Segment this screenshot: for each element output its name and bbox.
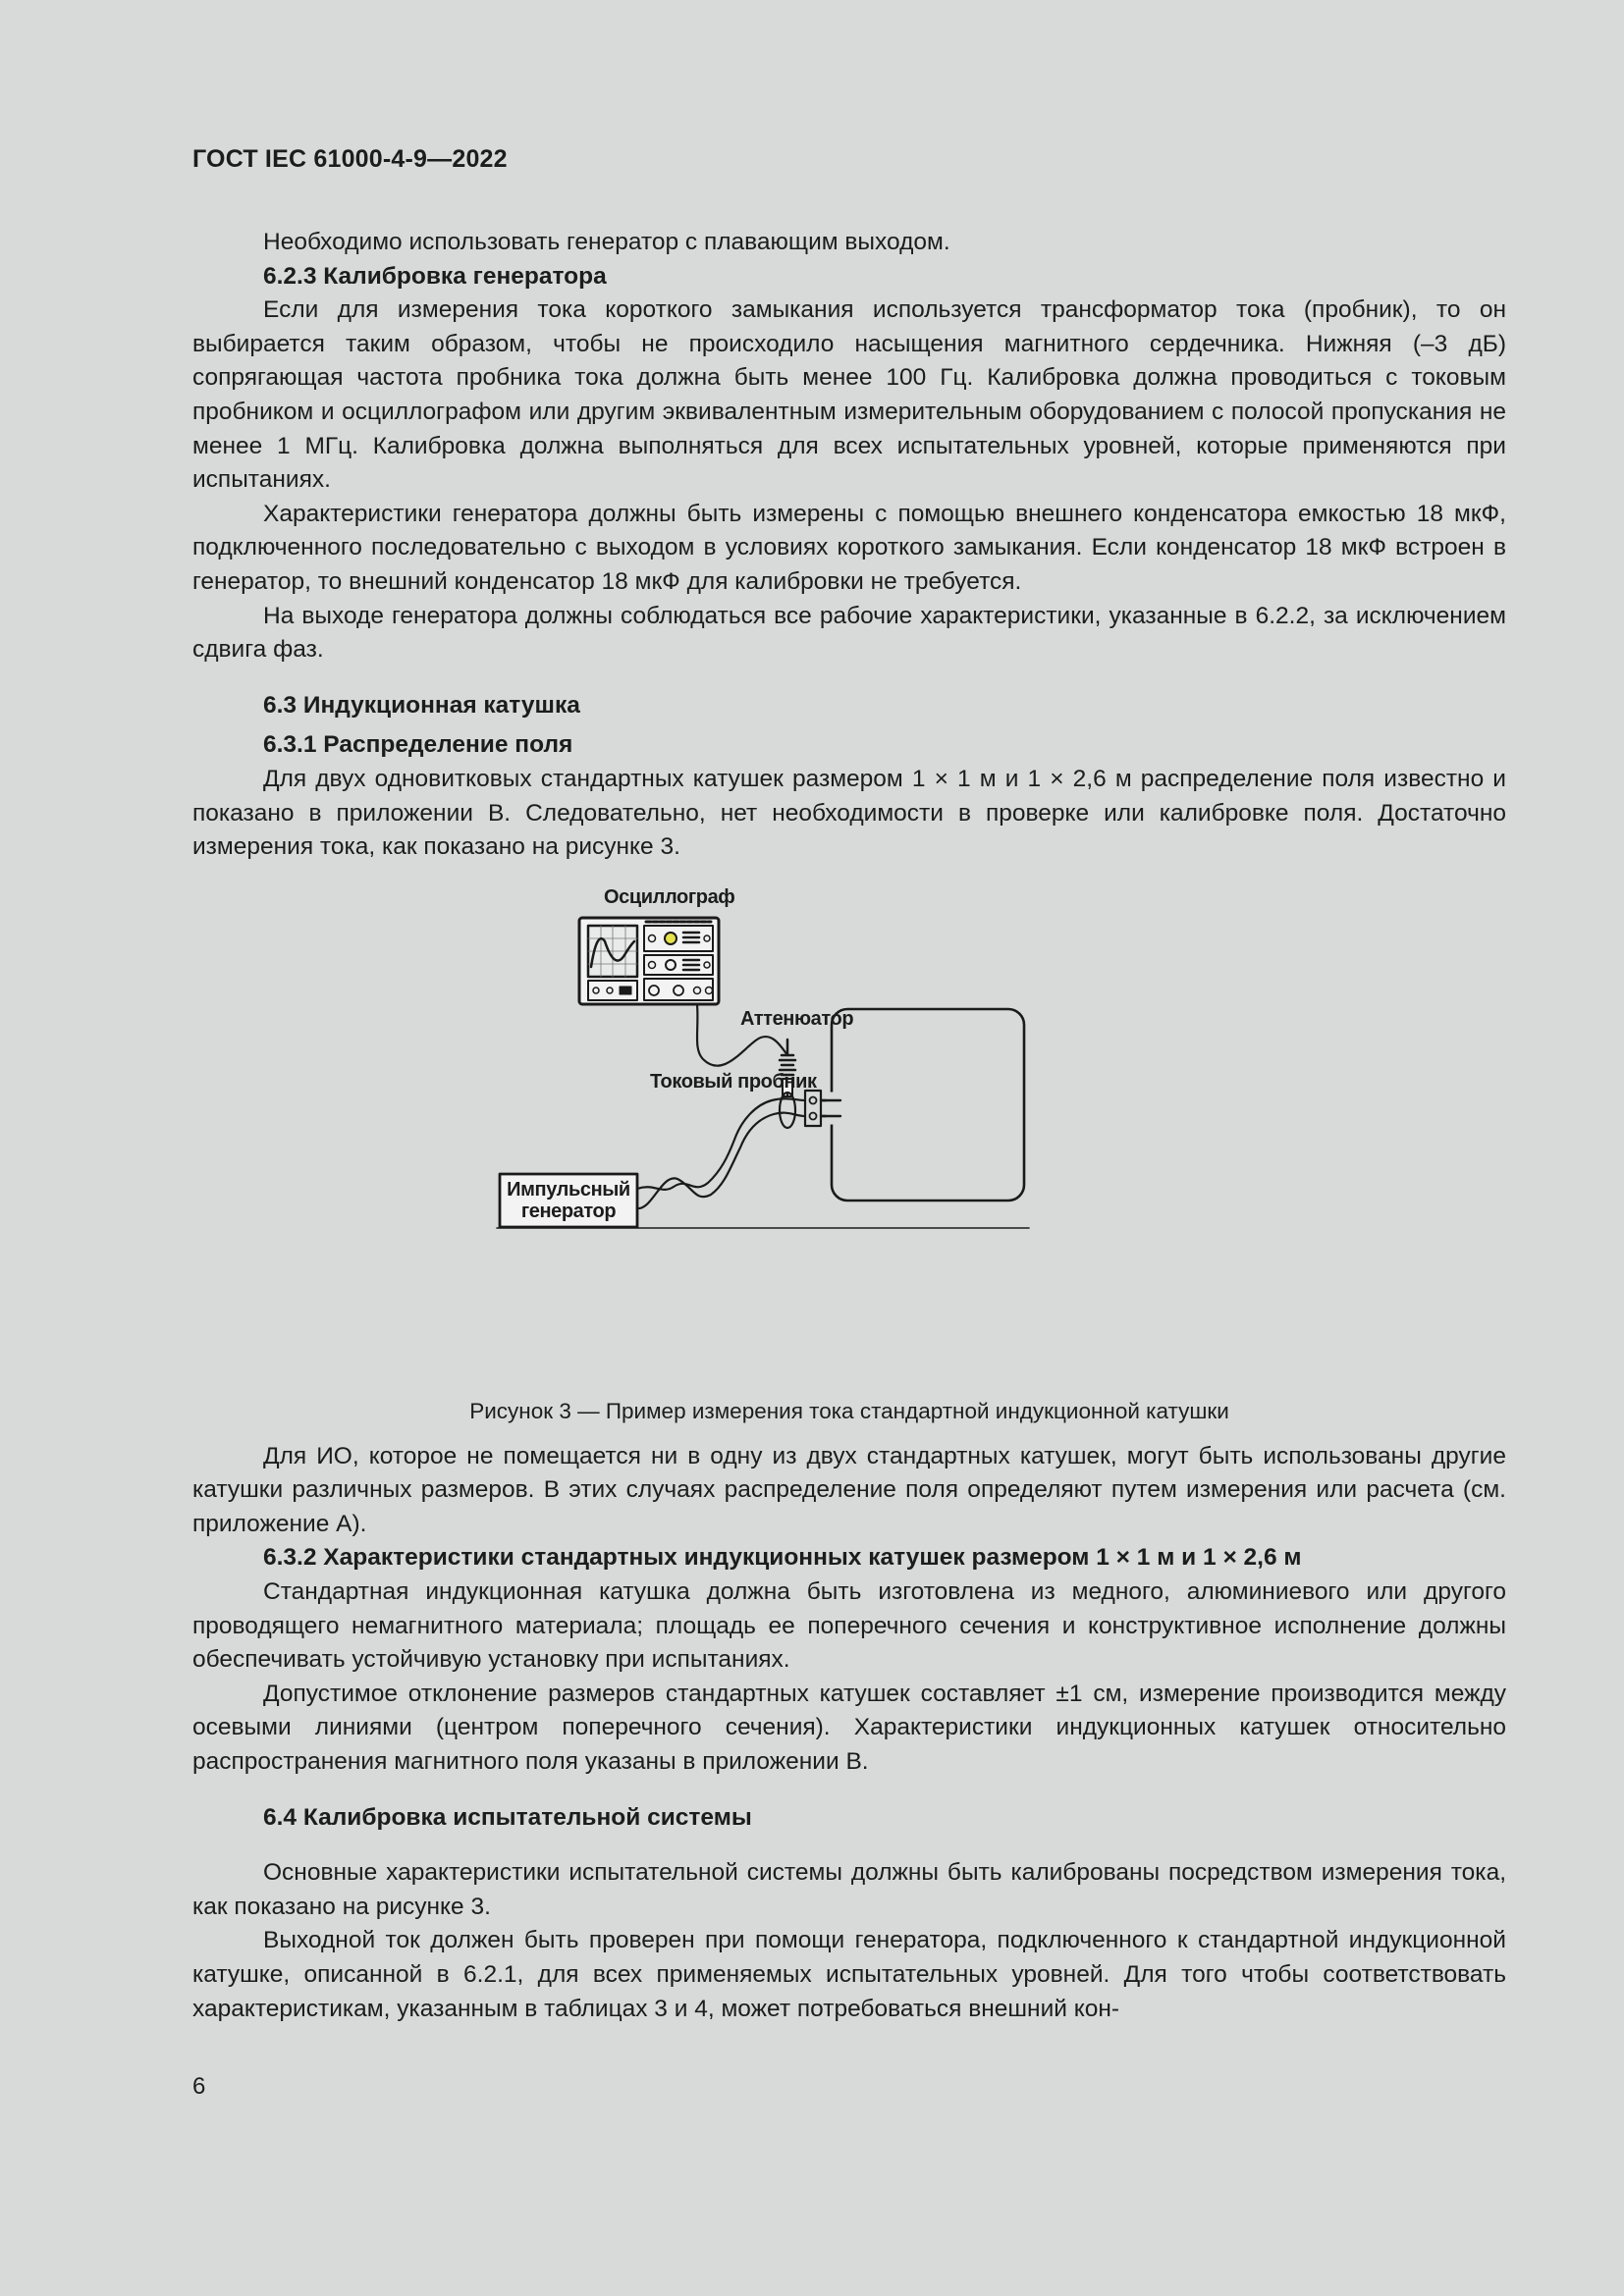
paragraph: Характеристики генератора должны быть измерены с помощью внешнего конденсатора емкостью 18 мкФ, подключенного последовательно с выходом в условиях короткого замыкания. Если конденсатор 18 мкФ встроен в генератор, то внешний конденсатор 18 мкФ для калибровки не требуется. (192, 500, 1506, 595)
section-heading: 6.4 Калибровка испытательной системы (263, 1803, 752, 1831)
paragraph: Необходимо использовать генератор с плавающим выходом. (263, 229, 950, 255)
generator-cable-b (637, 1112, 805, 1207)
label-oscilloscope: Осциллограф (604, 885, 735, 908)
section-heading: 6.3.1 Распределение поля (263, 731, 573, 759)
paragraph: Допустимое отклонение размеров стандартных катушек составляет ±1 см, измерение производится между осевыми линиями (центром поперечного сечения). Характеристики индукционных катушек относительно распространения магнитного поля указаны в приложении В. (192, 1680, 1506, 1776)
paragraph: Для двух одновитковых стандартных катушек размером 1 × 1 м и 1 × 2,6 м распределение поля известно и показано в приложении В. Следовательно, нет необходимости в проверке или калибровке поля. Достаточно измерения тока, как показано на рисунке 3. (192, 765, 1506, 861)
paragraph: На выходе генератора должны соблюдаться все рабочие характеристики, указанные в 6.2.2, за исключением сдвига фаз. (192, 602, 1506, 664)
label-generator (500, 1179, 637, 1222)
label-current-probe: Токовый пробник (650, 1070, 817, 1093)
section-heading: 6.2.3 Калибровка генератора (263, 262, 607, 290)
page-number: 6 (192, 2073, 206, 2100)
document-header: ГОСТ IEC 61000-4-9—2022 (192, 145, 508, 173)
paragraph: Выходной ток должен быть проверен при помощи генератора, подключенного к стандартной индукционной катушке, описанной в 6.2.1, для всех применяемых испытательных уровней. Для того чтобы соответствовать характеристикам, указанным в таблицах 3 и 4, может потребоваться внешний кон- (192, 1927, 1506, 2022)
spacer (192, 1835, 1506, 1856)
section-heading: 6.3.2 Характеристики стандартных индукционных катушек размером 1 × 1 м и 1 × 2,6 м (263, 1544, 1302, 1572)
figure-caption: Рисунок 3 — Пример измерения тока стандартной индукционной катушки (469, 1398, 1229, 1423)
paragraph: Если для измерения тока короткого замыкания используется трансформатор тока (пробник), то он выбирается таким образом, чтобы не происходило насыщения магнитного сердечника. Нижняя (–3 дБ) сопрягающая частота пробника тока должна быть менее 100 Гц. Калибровка должна проводиться с токовым пробником и осциллографом или другим эквивалентным измерительным оборудованием с полосой пропускания не менее 1 МГц. Калибровка должна выполняться для всех испытательных уровней, которые применяются при испытаниях. (192, 296, 1506, 494)
section-heading: 6.3 Индукционная катушка (263, 691, 580, 719)
paragraph: Для ИО, которое не помещается ни в одну из двух стандартных катушек, могут быть использованы другие катушки различных размеров. В этих случаях распределение поля определяют путем измерения или расчета (см. приложение А). (192, 1442, 1506, 1537)
induction-coil (832, 1009, 1024, 1201)
label-attenuator: Аттенюатор (740, 1007, 854, 1030)
spacer (192, 667, 1506, 689)
coil-terminal-block (805, 1091, 821, 1126)
spacer (192, 1780, 1506, 1801)
knob-yellow (665, 933, 677, 944)
paragraph: Стандартная индукционная катушка должна быть изготовлена из медного, алюминиевого или другого проводящего немагнитного материала; площадь ее поперечного сечения и конструктивное исполнение должны обеспечивать устойчивую установку при испытаниях. (192, 1578, 1506, 1674)
measurement-diagram (192, 882, 1506, 1393)
document-body (192, 226, 1506, 2026)
paragraph: Основные характеристики испытательной системы должны быть калиброваны посредством измерения тока, как показано на рисунке 3. (192, 1859, 1506, 1920)
label-generator-line1: Импульсный (507, 1178, 630, 1201)
label-generator-line2: генератор (520, 1200, 617, 1222)
figure-3 (192, 882, 1506, 1393)
